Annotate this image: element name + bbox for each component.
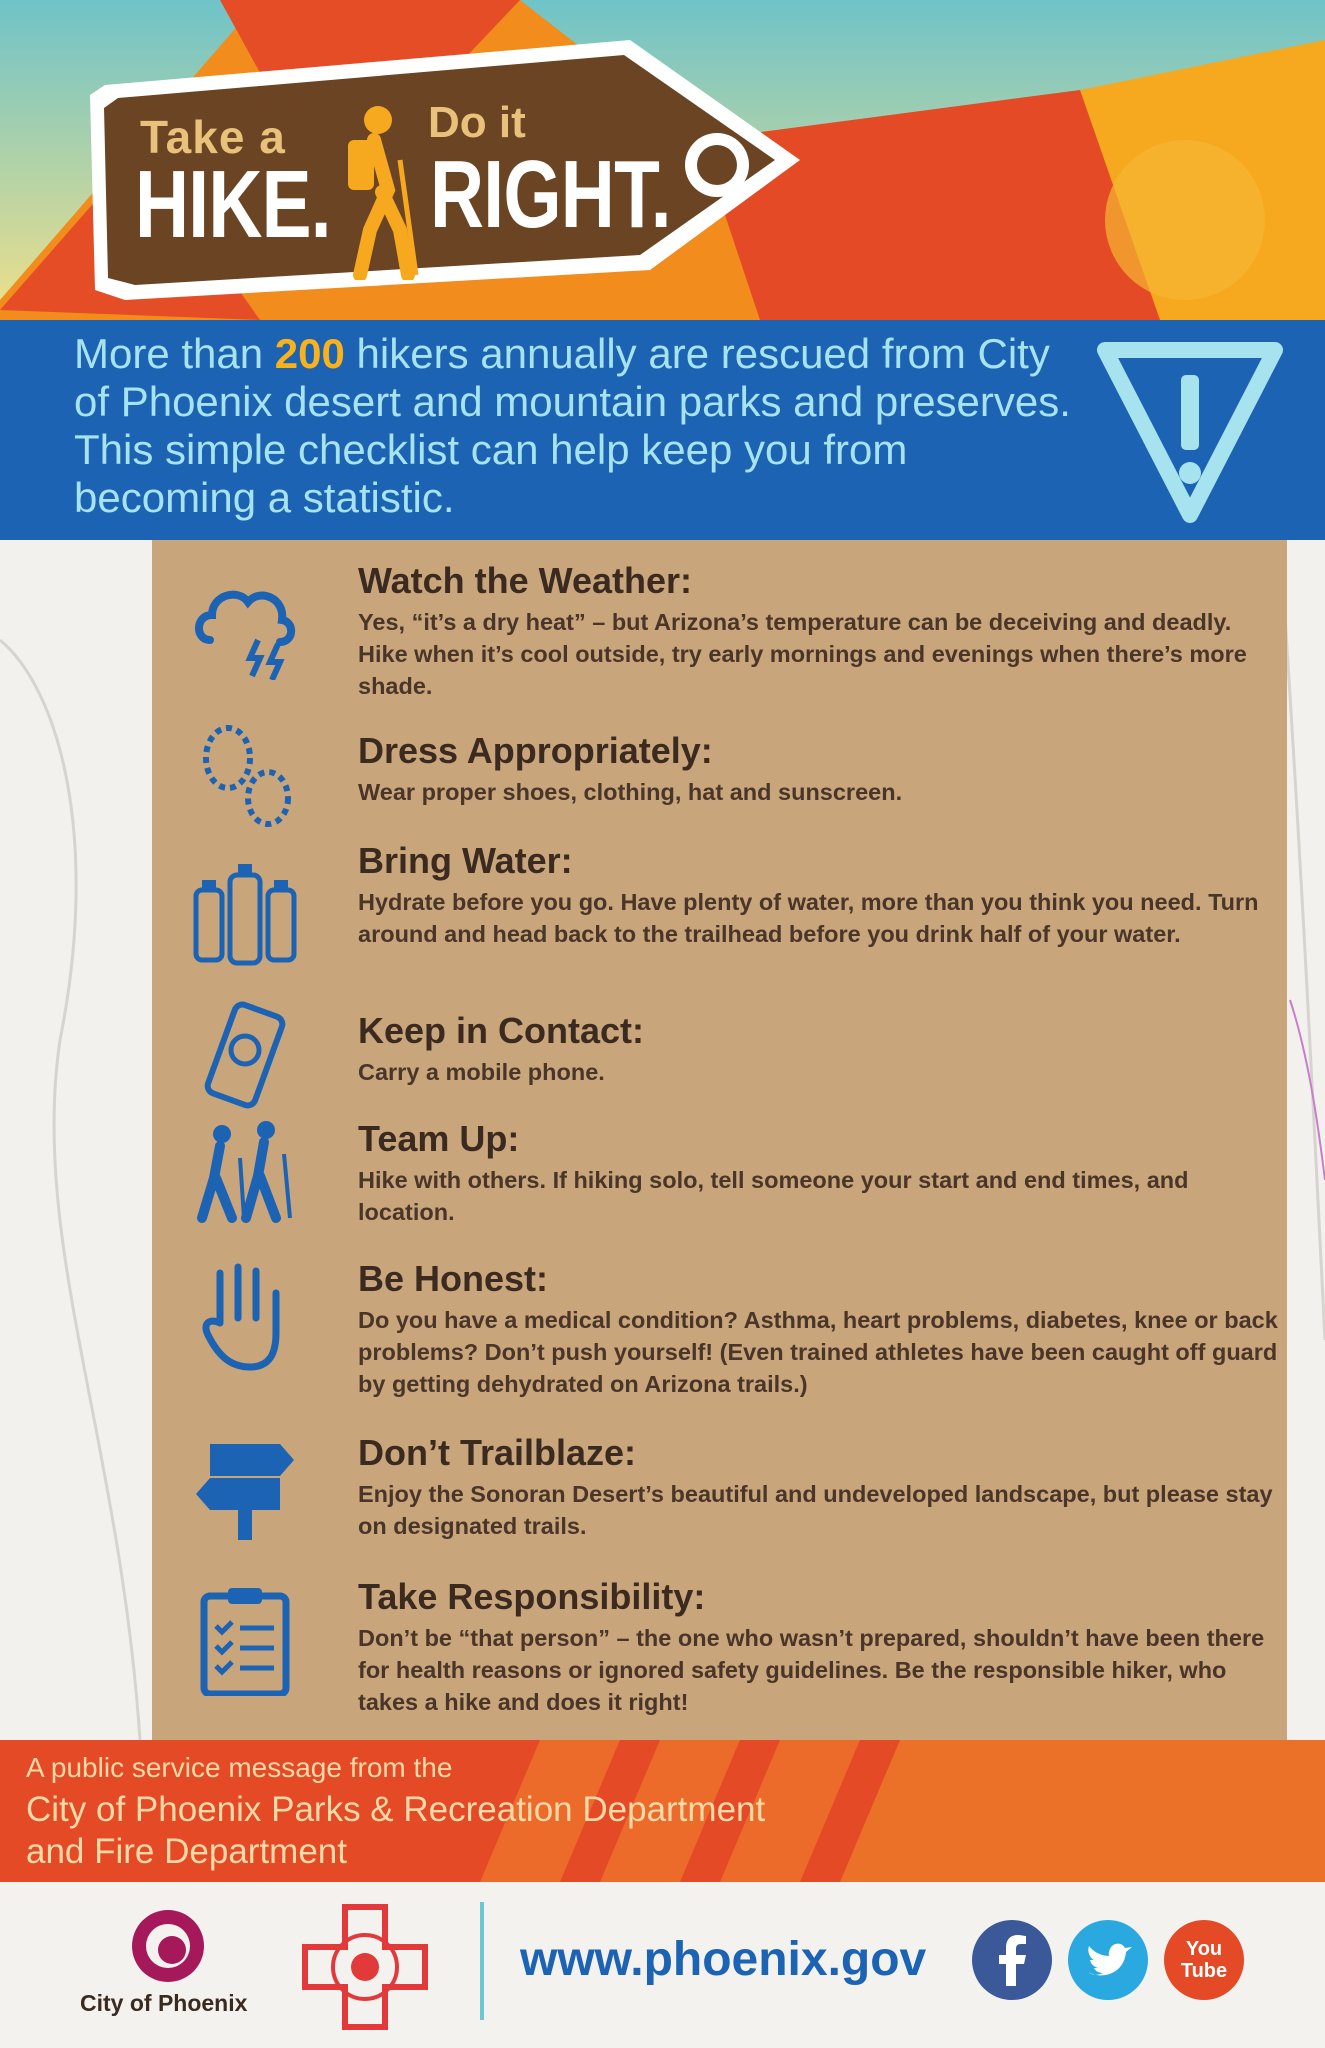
item-description: Hike with others. If hiking solo, tell someone your start and end times, and location. [358,1167,1189,1225]
item-description: Don’t be “that person” – the one who wasn’t prepared, shouldn’t have been there for health reasons or ignored safety guidelines. Be the responsible hiker, who takes a hike and does it right! [358,1625,1265,1715]
water-bottles-icon [190,860,300,970]
city-of-phoenix-logo [128,1906,208,1986]
item-title: Dress Appropriately: [358,730,713,771]
sign-hike: HIKE. [135,151,331,258]
item-title: Bring Water: [358,840,573,881]
clipboard-checklist-icon [190,1586,300,1696]
checklist-item-trailblaze [152,1432,1287,1542]
rescue-count: 200 [274,330,345,377]
youtube-icon[interactable] [1164,1920,1244,2000]
sign-right: RIGHT. [430,141,671,248]
youtube-label-bottom: Tube [1180,1960,1228,1982]
psa-intro: A public service message from the [26,1752,453,1783]
twitter-icon[interactable] [1068,1920,1148,2000]
item-description: Enjoy the Sonoran Desert’s beautiful and undeveloped landscape, but please stay on designated trails. [358,1481,1273,1539]
trail-sign-icon [190,1432,300,1542]
fire-department-logo [300,1902,430,2032]
checklist-item-dress [152,730,1287,820]
checklist-item-honest [152,1258,1287,1398]
item-title: Team Up: [358,1118,520,1159]
checklist-item-water [152,840,1287,980]
checklist-item-team [152,1118,1287,1228]
psa-department-2: and Fire Department [26,1832,347,1871]
sign-do-it: Do it [428,98,526,147]
hiker-icon [330,100,420,280]
bottom-divider [480,1902,484,2020]
checklist-item-contact [152,1010,1287,1100]
youtube-label-top: You [1185,1938,1223,1960]
item-title: Don’t Trailblaze: [358,1432,637,1473]
two-hikers-icon [190,1118,300,1228]
city-name: City of Phoenix [80,1990,248,2016]
psa-department-1: City of Phoenix Parks & Recreation Department [26,1790,766,1829]
facebook-icon[interactable] [972,1920,1052,2000]
take-a-hike-logo [0,0,820,330]
checklist-item-weather [152,560,1287,700]
item-title: Be Honest: [358,1258,549,1299]
item-description: Do you have a medical condition? Asthma, heart problems, diabetes, knee or back problems? Don’t push yourself! (Even trained athletes have been caught off guard by getting dehydrated on Arizona trails.) [358,1307,1278,1397]
item-title: Keep in Contact: [358,1010,645,1051]
warning-icon [1085,335,1295,525]
intro-text: More than 200 hikers annually are rescued from City of Phoenix desert and mountain parks and preserves. This simple checklist can help keep you from becoming a statistic. [74,330,1071,521]
item-title: Watch the Weather: [358,560,693,601]
sign-take-a: Take a [140,111,286,163]
footprints-icon [190,720,300,830]
item-description: Hydrate before you go. Have plenty of water, more than you think you need. Turn around and head back to the trailhead before you drink half of your water. [358,889,1259,947]
item-description: Yes, “it’s a dry heat” – but Arizona’s temperature can be deceiving and deadly. Hike when it’s cool outside, try early mornings and evenings when there’s more shade. [358,609,1247,699]
mobile-phone-icon [190,1000,300,1110]
item-description: Carry a mobile phone. [358,1059,605,1085]
hand-pledge-icon [190,1263,300,1373]
website-link[interactable]: www.phoenix.gov [520,1933,927,1986]
item-title: Take Responsibility: [358,1576,706,1617]
checklist-item-responsibility [152,1576,1287,1716]
storm-cloud-icon [190,570,300,680]
item-description: Wear proper shoes, clothing, hat and sunscreen. [358,779,903,805]
